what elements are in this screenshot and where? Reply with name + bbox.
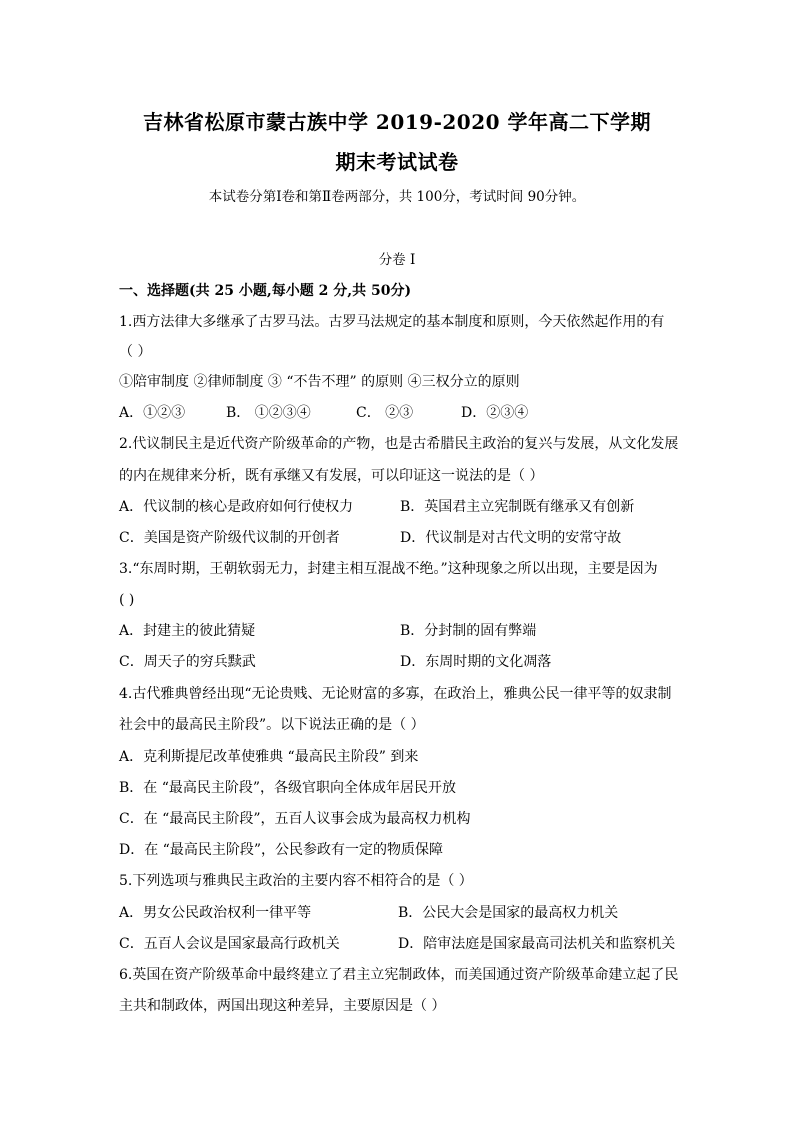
q6-stem-line2: 主共和制政体，两国出现这种差异，主要原因是（ ） (119, 998, 446, 1014)
q2-option-c: C．美国是资产阶级代议制的开创者 (119, 530, 340, 546)
q5-stem-line1: 5.下列选项与雅典民主政治的主要内容不相符合的是（ ） (119, 873, 473, 889)
exam-title-line1: 吉林省松原市蒙古族中学 2019-2020 学年高二下学期 (142, 110, 652, 134)
q2-stem-line1: 2.代议制民主是近代资产阶级革命的产物，也是古希腊民主政治的复兴与发展，从文化发展 (119, 436, 679, 452)
q1-option-b: B． ①②③④ (226, 405, 311, 421)
q4-stem-line1: 4.古代雅典曾经出现“无论贵贱、无论财富的多寡，在政治上，雅典公民一律平等的奴隶制 (119, 686, 672, 702)
q2-stem-line2: 的内在规律来分析，既有承继又有发展，可以印证这一说法的是（ ） (119, 468, 544, 484)
q1-options (119, 403, 528, 423)
q3-stem-line1: 3.“东周时期，王朝软弱无力，封建主相互混战不绝。”这种现象之所以出现，主要是因为 (119, 561, 658, 577)
q2-option-a: A．代议制的核心是政府如何行使权力 (119, 499, 354, 515)
q5-option-c: C．五百人会议是国家最高行政机关 (119, 936, 340, 952)
q2-option-b: B．英国君主立宪制既有继承又有创新 (400, 499, 635, 515)
q5-option-d: D．陪审法庭是国家最高司法机关和监察机关 (398, 936, 676, 952)
q3-option-a: A．封建主的彼此猜疑 (119, 623, 256, 639)
q1-option-c: C． ②③ (356, 405, 414, 421)
q1-items: ①陪审制度 ②律师制度 ③ “不告不理” 的原则 ④三权分立的原则 (119, 374, 520, 390)
q4-option-b: B．在 “最高民主阶段”，各级官职向全体成年居民开放 (119, 780, 457, 796)
q3-stem-line2: ( ) (119, 592, 135, 608)
q3-option-d: D．东周时期的文化凋落 (400, 654, 552, 670)
q1-option-d: D．②③④ (461, 405, 529, 421)
q4-option-a: A．克利斯提尼改革使雅典 “最高民主阶段” 到来 (119, 749, 419, 765)
q1-stem-line2: （ ） (119, 344, 152, 360)
q3-option-c: C．周天子的穷兵黩武 (119, 654, 256, 670)
q5-option-a: A．男女公民政治权利一律平等 (119, 905, 312, 921)
q5-option-b: B．公民大会是国家的最高权力机关 (398, 905, 619, 921)
q1-stem-line1: 1.西方法律大多继承了古罗马法。古罗马法规定的基本制度和原则，今天依然起作用的有 (119, 314, 665, 330)
exam-title-line2: 期末考试试卷 (335, 150, 459, 174)
q3-option-b: B．分封制的固有弊端 (400, 623, 537, 639)
volume-label: 分卷 I (378, 252, 416, 268)
q4-option-d: D．在 “最高民主阶段”，公民参政有一定的物质保障 (119, 842, 443, 858)
q4-stem-line2: 社会中的最高民主阶段”。以下说法正确的是（ ） (119, 717, 425, 733)
q2-option-d: D．代议制是对古代文明的安常守故 (400, 530, 622, 546)
q1-option-a: A．①②③ (119, 405, 186, 421)
exam-intro: 本试卷分第Ⅰ卷和第Ⅱ卷两部分，共 100分，考试时间 90分钟。 (208, 189, 586, 205)
section-heading: 一、选择题(共 25 小题,每小题 2 分,共 50分) (119, 283, 412, 299)
q4-option-c: C．在 “最高民主阶段”，五百人议事会成为最高权力机构 (119, 811, 471, 827)
q6-stem-line1: 6.英国在资产阶级革命中最终建立了君主立宪制政体，而美国通过资产阶级革命建立起了民 (119, 967, 679, 983)
